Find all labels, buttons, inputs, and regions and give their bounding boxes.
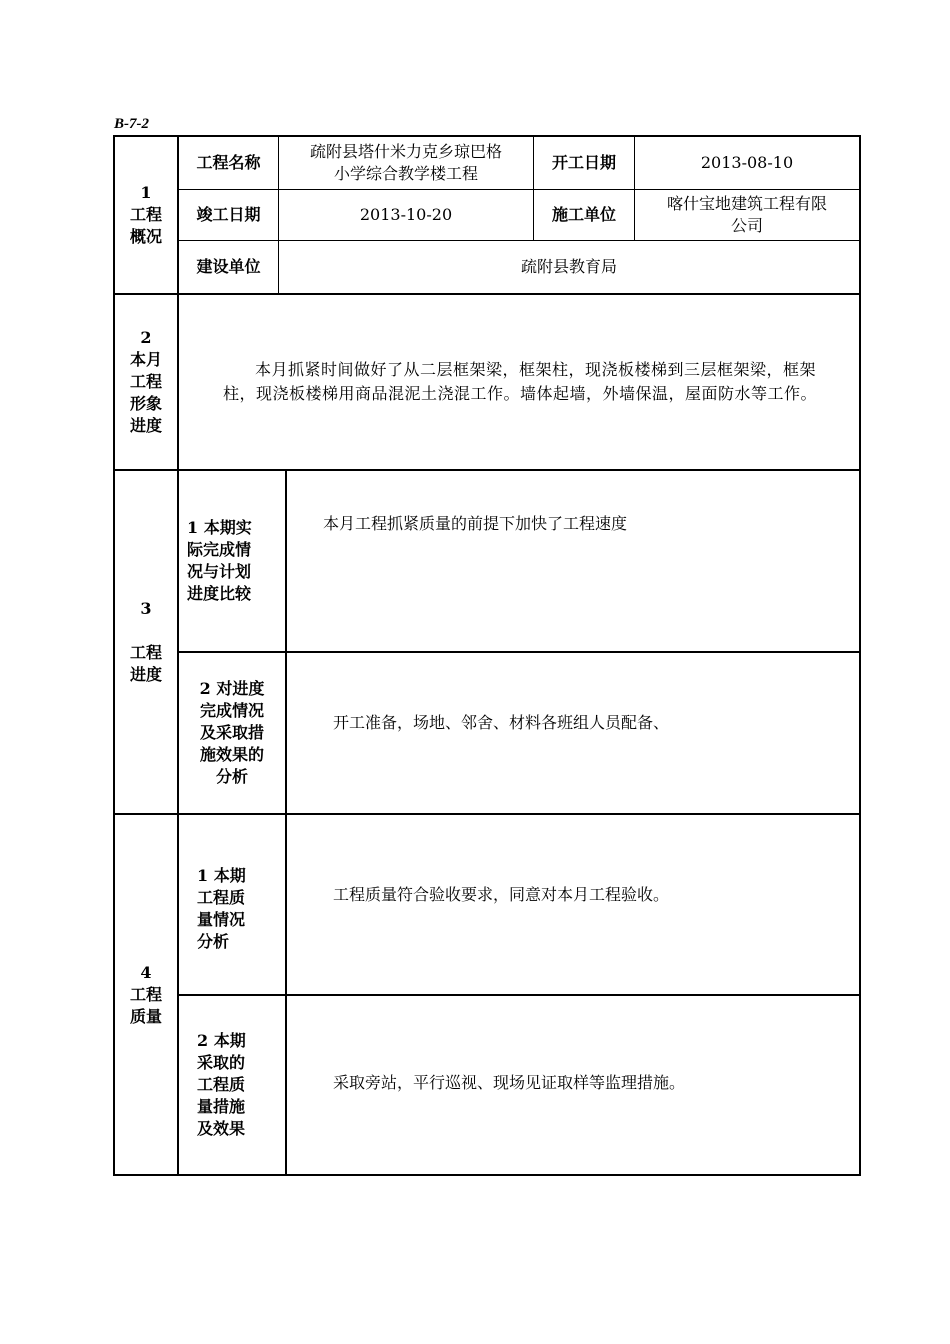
progress-comparison-value: 本月工程抓紧质量的前提下加快了工程速度 — [323, 514, 628, 533]
form-code: B-7-2 — [114, 116, 149, 132]
progress-analysis-value: 开工准备，场地、邻舍、材料各班组人员配备、 — [333, 713, 670, 732]
contractor-label: 施工单位 — [551, 205, 616, 224]
progress-analysis-label: 2 对进度 完成情况 及采取措 施效果的 分析 — [199, 679, 265, 786]
quality-measures-label: 2 本期 采取的 工程质 量措施 及效果 — [197, 1031, 246, 1138]
monthly-report-table — [113, 135, 861, 1176]
completion-date-value: 2013-10-20 — [359, 205, 453, 224]
quality-measures-value: 采取旁站，平行巡视、现场见证取样等监理措施。 — [333, 1073, 686, 1092]
start-date-label: 开工日期 — [551, 153, 616, 172]
section4-number: 4 — [140, 962, 152, 982]
contractor-value: 喀什宝地建筑工程有限 公司 — [666, 194, 827, 235]
owner-value: 疏附县教育局 — [520, 257, 617, 276]
section1-title: 工程 概况 — [129, 205, 162, 246]
section2-content-cell — [179, 295, 859, 469]
section2-number: 2 — [140, 328, 152, 347]
section2-title: 本月 工程 形象 进度 — [129, 350, 162, 435]
owner-label: 建设单位 — [196, 257, 261, 276]
section3-number: 3 — [140, 599, 152, 618]
monthly-progress-text: 本月抓紧时间做好了从二层框架梁，框架柱，现浇板楼梯到三层框架梁，框架柱，现浇板楼梯用商品混泥土浇混工作。墙体起墙，外墙保温，屋面防水等工作。 — [223, 360, 818, 403]
project-name-value: 疏附县塔什米力克乡琼巴格 小学综合教学楼工程 — [309, 142, 502, 183]
start-date-value: 2013-08-10 — [700, 153, 794, 172]
quality-analysis-value: 工程质量符合验收要求，同意对本月工程验收。 — [333, 884, 670, 904]
section4-title: 工程 质量 — [129, 984, 162, 1026]
progress-comparison-label: 1 本期实 际完成情 况与计划 进度比较 — [187, 518, 252, 603]
project-name-label: 工程名称 — [196, 153, 261, 172]
section2-heading — [115, 295, 177, 469]
section1-heading — [115, 137, 177, 293]
section4-heading — [115, 815, 177, 1174]
completion-date-label: 竣工日期 — [196, 205, 261, 224]
section3-heading — [115, 471, 177, 813]
section1-number: 1 — [140, 183, 152, 202]
section3-title: 工程 进度 — [129, 643, 162, 684]
quality-analysis-label: 1 本期 工程质 量情况 分析 — [197, 866, 246, 951]
